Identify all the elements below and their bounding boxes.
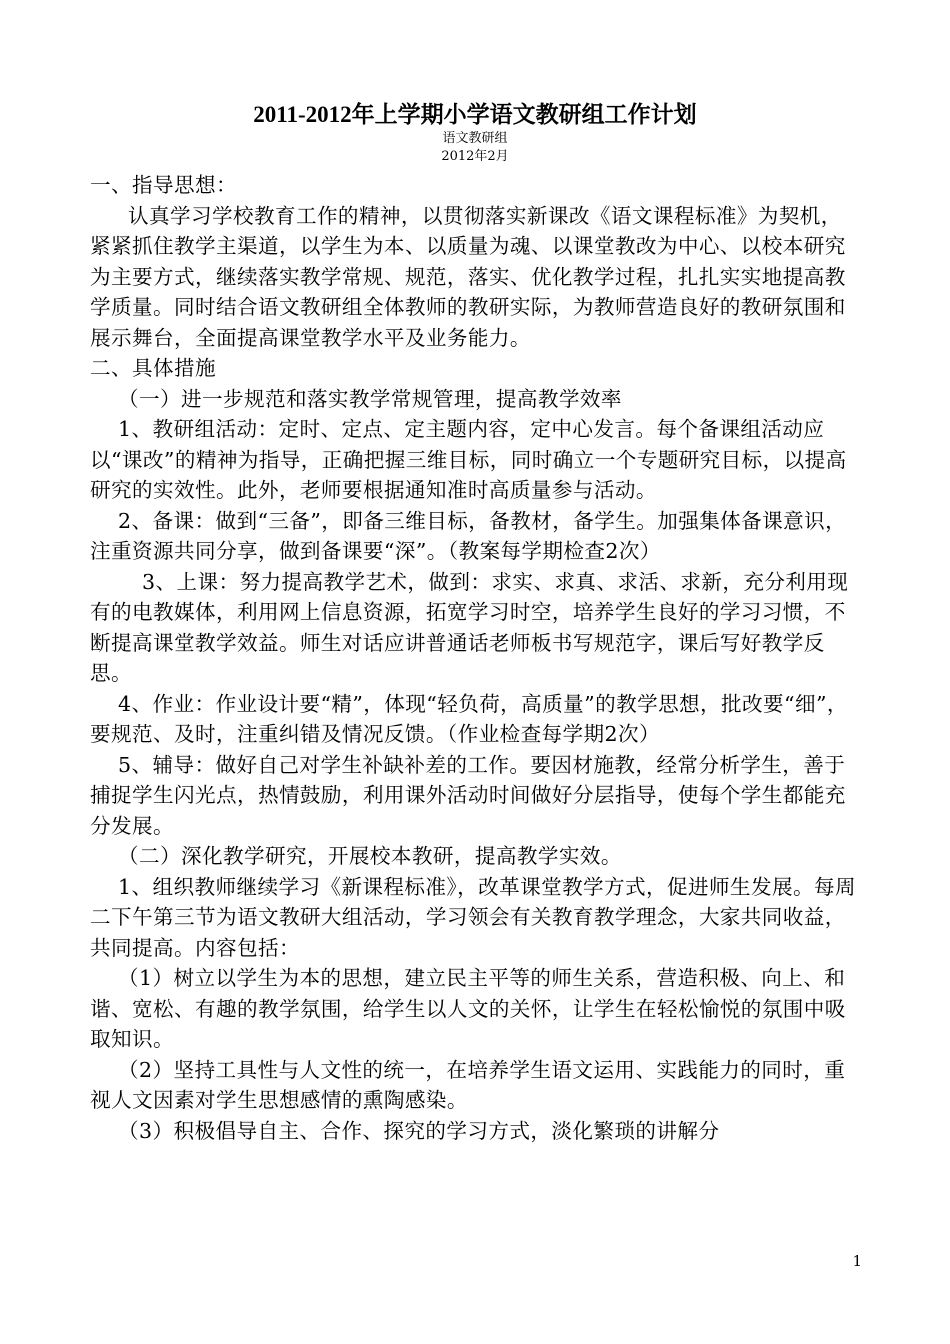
paragraph-tutoring: 5、辅导：做好自己对学生补缺补差的工作。要因材施教，经常分析学生，善于捕捉学生闪光点，热情鼓励，利用课外活动时间做好分层指导，使每个学生都能充分发展。 bbox=[90, 752, 846, 838]
subsection-heading-research: （二）深化教学研究，开展校本教研，提高教学实效。 bbox=[118, 844, 622, 868]
page-number: 1 bbox=[852, 1252, 862, 1270]
subsection-heading-routine: （一）进一步规范和落实教学常规管理，提高教学效率 bbox=[118, 386, 622, 411]
paragraph-guiding-thought: 认真学习学校教育工作的精神，以贯彻落实新课改《语文课程标准》为契机，紧紧抓住教学主渠道，以学生为本、以质量为魂、以课堂教改为中心、以校本研究为主要方式，继续落实教学常规、规范，落实、优化教学过程，扎扎实实地提高教学质量。同时结合语文教研组全体教师的教研实际，为教师营造良好的教研氛围和展示舞台，全面提高课堂教学水平及业务能力。 bbox=[90, 203, 846, 350]
list-item-learning-style: （3）积极倡导自主、合作、探究的学习方式，淡化繁琐的讲解分 bbox=[118, 1118, 720, 1143]
paragraph-teaching-group-activity: 1、教研组活动：定时、定点、定主题内容，定中心发言。每个备课组活动应以“课改”的精神为指导，正确把握三维目标，同时确立一个专题研究目标，以提高研究的实效性。此外，老师要根据通知准时高质量参与活动。 bbox=[90, 417, 847, 502]
list-item-student-centered: （1）树立以学生为本的思想，建立民主平等的师生关系，营造积极、向上、和谐、宽松、有趣的教学氛围，给学生以人文的关怀，让学生在轻松愉悦的氛围中吸取知识。 bbox=[90, 966, 846, 1051]
list-item-tool-humanity: （2）坚持工具性与人文性的统一，在培养学生语文运用、实践能力的同时，重视人文因素对学生思想感情的熏陶感染。 bbox=[90, 1057, 846, 1112]
document-date: 2012年2月 bbox=[441, 149, 509, 164]
section-heading-measures: 二、具体措施 bbox=[90, 356, 216, 380]
paragraph-homework: 4、作业：作业设计要“精”，体现“轻负荷，高质量”的教学思想，批改要“细”，要规范、及时，注重纠错及情况反馈。（作业检查每学期2次） bbox=[90, 691, 848, 746]
paragraph-lesson-preparation: 2、备课：做到“三备”，即备三维目标，备教材，备学生。加强集体备课意识，注重资源共同分享，做到备课要“深”。（教案每学期检查2次） bbox=[90, 508, 847, 563]
paragraph-class-teaching: 3、上课：努力提高教学艺术，做到：求实、求真、求活、求新，充分利用现有的电教媒体，利用网上信息资源，拓宽学习时空，培养学生良好的学习习惯，不断提高课堂教学效益。师生对话应讲普通话老师板书写规范字，课后写好教学反思。 bbox=[90, 569, 849, 685]
section-heading-guiding-thought: 一、指导思想： bbox=[90, 173, 237, 197]
paragraph-curriculum-study: 1、组织教师继续学习《新课程标准》，改革课堂教学方式，促进师生发展。每周二下午第三节为语文教研大组活动，学习领会有关教育教学理念，大家共同收益，共同提高。内容包括： bbox=[90, 874, 856, 960]
document-author: 语文教研组 bbox=[442, 131, 508, 146]
document-body bbox=[90, 170, 860, 1146]
document-title: 2011-2012年上学期小学语文教研组工作计划 bbox=[253, 102, 697, 127]
